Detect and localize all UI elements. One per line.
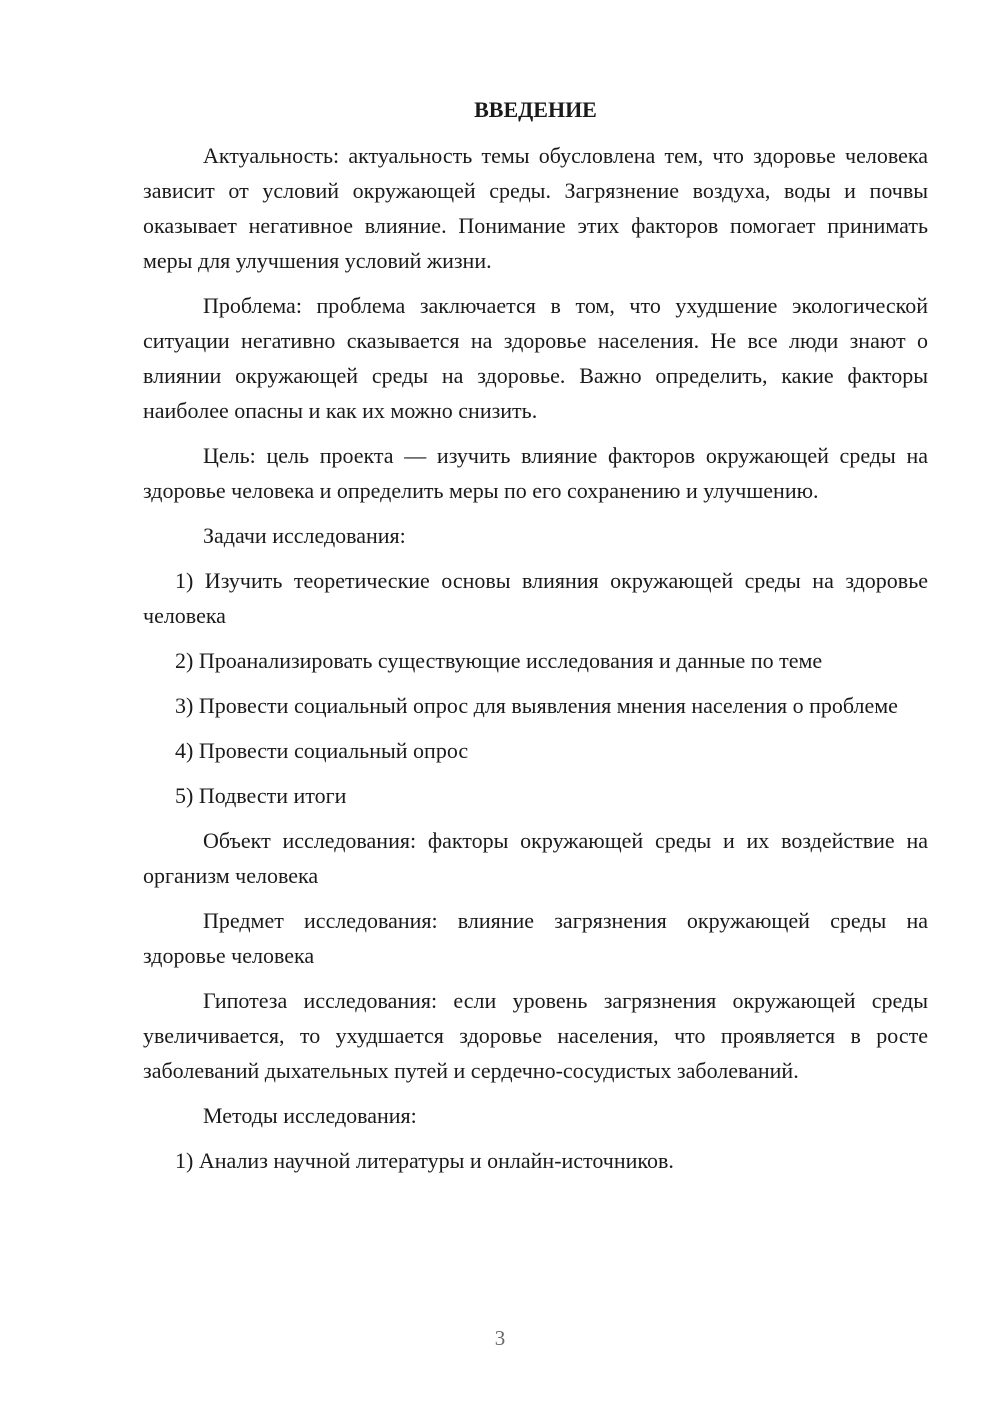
page-content — [143, 92, 928, 1188]
methods-heading: Методы исследования: — [203, 1103, 417, 1128]
task-item-5: 5) Подвести итоги — [175, 783, 347, 808]
page-number: 3 — [494, 1326, 506, 1350]
hypothesis-paragraph: Гипотеза исследования: если уровень загрязнения окружающей среды увеличивается, то ухудшается здоровье населения, что проявляется в росте заболеваний дыхательных путей и сердечно-сосудистых заболеваний. — [143, 988, 928, 1083]
section-title: ВВЕДЕНИЕ — [474, 97, 597, 122]
method-item-1: 1) Анализ научной литературы и онлайн-источников. — [175, 1148, 674, 1173]
problem-paragraph: Проблема: проблема заключается в том, что ухудшение экологической ситуации негативно сказывается на здоровье населения. Не все люди знают о влиянии окружающей среды на здоровье. Важно определить, какие факторы наиболее опасны и как их можно снизить. — [143, 293, 928, 423]
goal-paragraph: Цель: цель проекта — изучить влияние факторов окружающей среды на здоровье человека и определить меры по его сохранению и улучшению. — [143, 443, 928, 503]
object-paragraph: Объект исследования: факторы окружающей среды и их воздействие на организм человека — [143, 828, 928, 888]
tasks-heading: Задачи исследования: — [203, 523, 406, 548]
task-item-2: 2) Проанализировать существующие исследования и данные по теме — [175, 648, 823, 673]
task-item-1: 1) Изучить теоретические основы влияния окружающей среды на здоровье человека — [143, 568, 928, 628]
task-item-4: 4) Провести социальный опрос — [175, 738, 469, 763]
subject-paragraph: Предмет исследования: влияние загрязнения окружающей среды на здоровье человека — [143, 908, 928, 968]
relevance-paragraph: Актуальность: актуальность темы обусловлена тем, что здоровье человека зависит от условий окружающей среды. Загрязнение воздуха, воды и почвы оказывает негативное влияние. Понимание этих факторов помогает принимать меры для улучшения условий жизни. — [143, 143, 928, 273]
task-item-3: 3) Провести социальный опрос для выявления мнения населения о проблеме — [175, 693, 898, 718]
